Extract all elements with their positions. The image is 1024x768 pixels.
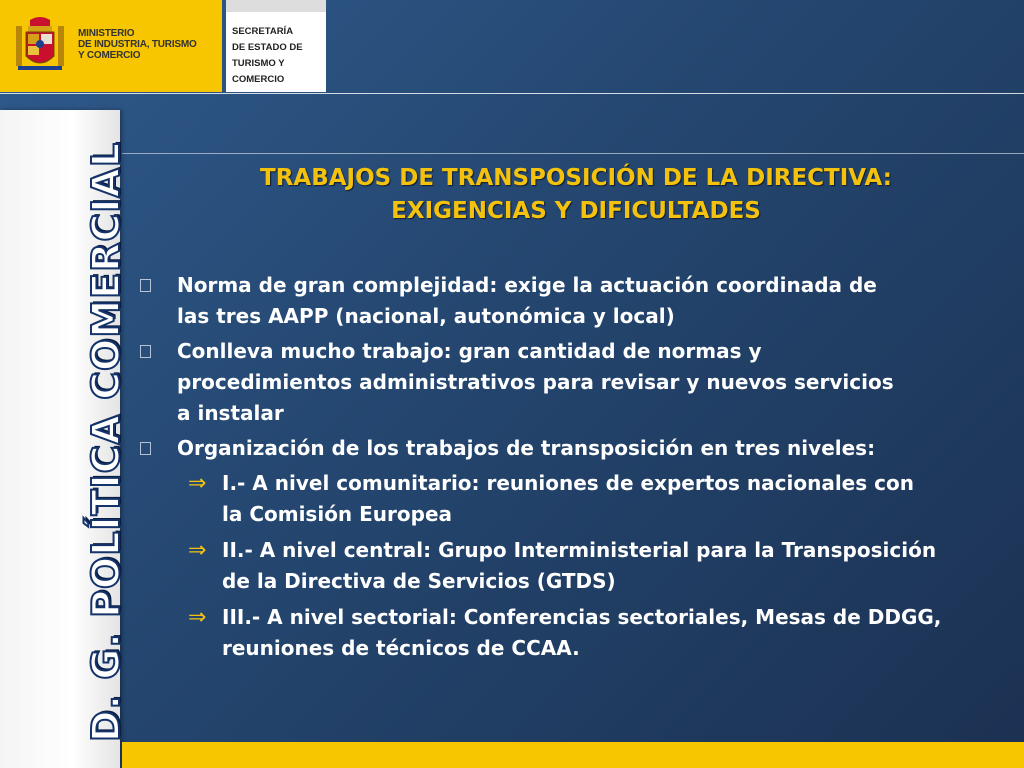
bullet-line: las tres AAPP (nacional, autonómica y local): [177, 304, 675, 328]
secretaria-panel: [226, 0, 326, 92]
title-divider: [122, 153, 1024, 154]
secretaria-line: TURISMO Y: [232, 58, 285, 69]
sub-bullet-line: reuniones de técnicos de CCAA.: [222, 636, 580, 660]
sub-bullet-line: III.- A nivel sectorial: Conferencias sectoriales, Mesas de DDGG,: [222, 605, 942, 629]
secretaria-line: DE ESTADO DE: [232, 42, 303, 53]
bullet-item: [140, 433, 1020, 464]
sub-bullet-line: I.- A nivel comunitario: reuniones de expertos nacionales con: [222, 471, 914, 495]
double-arrow-icon: ⇒: [188, 471, 207, 496]
coat-of-arms-icon: [14, 16, 66, 76]
square-bullet-icon: [140, 345, 151, 358]
slide-title: [140, 162, 1012, 228]
bullet-line: Organización de los trabajos de transposición en tres niveles:: [177, 436, 876, 460]
double-arrow-icon: ⇒: [188, 605, 207, 630]
slide-title-line: EXIGENCIAS Y DIFICULTADES: [391, 198, 761, 224]
slide-title-line: TRABAJOS DE TRANSPOSICIÓN DE LA DIRECTIVA:: [260, 165, 892, 191]
sub-bullet-line: de la Directiva de Servicios (GTDS): [222, 569, 616, 593]
square-bullet-icon: [140, 279, 151, 292]
bullet-line: a instalar: [177, 401, 284, 425]
sub-bullet-line: la Comisión Europea: [222, 502, 453, 526]
double-arrow-icon: ⇒: [188, 538, 207, 563]
sub-bullet-line: II.- A nivel central: Grupo Interministerial para la Transposición: [222, 538, 937, 562]
ministry-line: Y COMERCIO: [78, 50, 141, 61]
secretaria-line: COMERCIO: [232, 74, 285, 85]
ministry-logo-panel: [0, 0, 222, 92]
footer-bar: [122, 742, 1024, 768]
ministry-line: DE INDUSTRIA, TURISMO: [78, 39, 197, 50]
slide-content: [140, 270, 1020, 669]
sub-bullet-item: [140, 602, 1020, 664]
bullet-line: Norma de gran complejidad: exige la actuación coordinada de: [177, 273, 877, 297]
bullet-item: [140, 336, 1020, 429]
header-divider: [0, 93, 1024, 94]
sub-bullet-item: [140, 535, 1020, 597]
bullet-line: Conlleva mucho trabajo: gran cantidad de normas y: [177, 339, 762, 363]
ministry-line: MINISTERIO: [78, 28, 135, 39]
ministry-name: [78, 28, 197, 61]
bullet-line: procedimientos administrativos para revisar y nuevos servicios: [177, 370, 894, 394]
secretaria-line: SECRETARÍA: [232, 26, 294, 37]
secretaria-name: [232, 24, 303, 88]
sub-bullet-item: [140, 468, 1020, 530]
secretaria-top-bar: [226, 0, 326, 12]
square-bullet-icon: [140, 442, 151, 455]
bullet-item: [140, 270, 1020, 332]
department-title: D. G. POLÍTICA COMERCIAL: [84, 141, 128, 742]
